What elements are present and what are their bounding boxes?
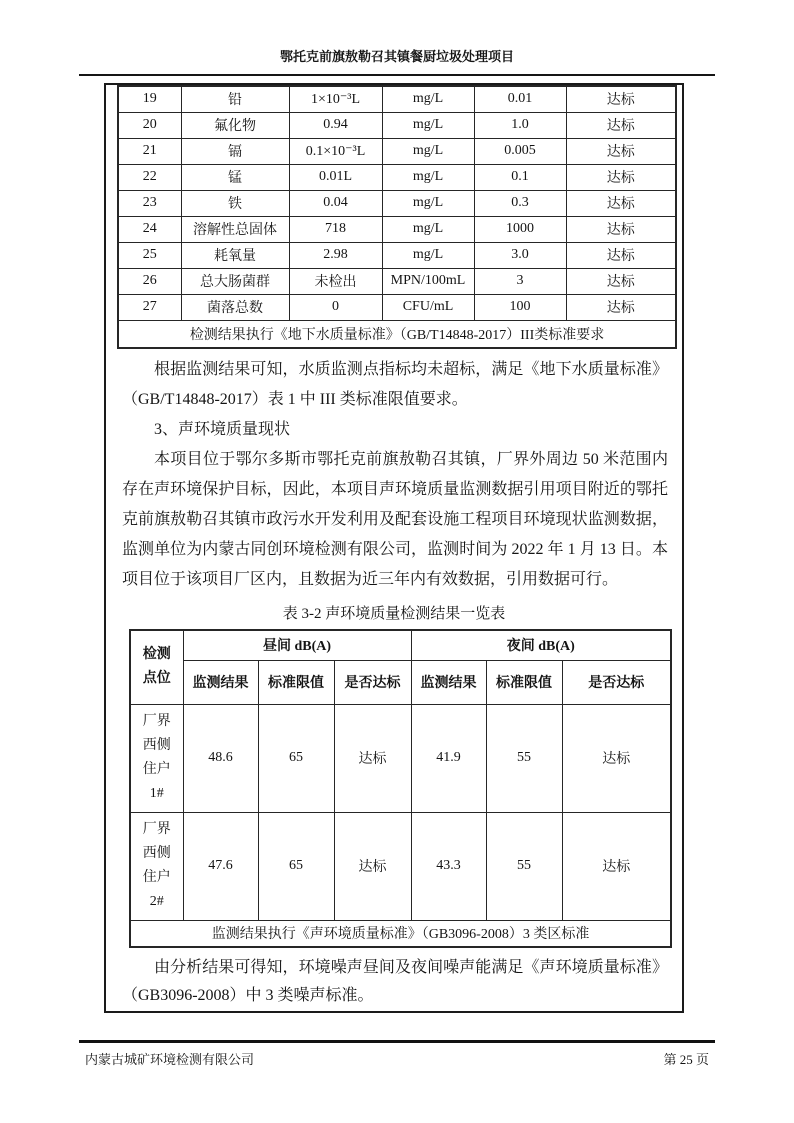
- header-rule: [79, 74, 715, 76]
- cell-no: 20: [118, 112, 181, 138]
- cell-value: 0: [289, 294, 382, 320]
- footer-company: 内蒙古城矿环境检测有限公司: [85, 1052, 255, 1067]
- cell-value: 0.94: [289, 112, 382, 138]
- table-row: [118, 294, 676, 320]
- cell-night-limit: 55: [486, 704, 562, 812]
- cell-limit: 1.0: [474, 112, 566, 138]
- cell-item: 铁: [181, 190, 289, 216]
- cell-item: 锰: [181, 164, 289, 190]
- table-row: [130, 704, 671, 812]
- table-row: [130, 812, 671, 920]
- footer-rule: [79, 1040, 715, 1043]
- table-row: [118, 190, 676, 216]
- table-row: [118, 112, 676, 138]
- header-night-limit: 标准限值: [486, 660, 562, 704]
- cell-no: 26: [118, 268, 181, 294]
- table-row: [118, 164, 676, 190]
- header-day-limit: 标准限值: [258, 660, 334, 704]
- content-frame: [104, 83, 684, 1013]
- cell-limit: 3.0: [474, 242, 566, 268]
- noise-table-caption: 表 3-2 声环境质量检测结果一览表: [282, 606, 506, 622]
- header-day-status: 是否达标: [334, 660, 411, 704]
- cell-item: 氟化物: [181, 112, 289, 138]
- cell-status: 达标: [566, 216, 676, 242]
- cell-item: 总大肠菌群: [181, 268, 289, 294]
- cell-night-status: 达标: [562, 704, 671, 812]
- header-row-sub: [130, 660, 671, 704]
- cell-item: 溶解性总固体: [181, 216, 289, 242]
- cell-unit: MPN/100mL: [382, 268, 474, 294]
- cell-point: 厂界西侧住户1#: [130, 704, 183, 812]
- cell-limit: 0.01: [474, 86, 566, 112]
- groundwater-results-table: [117, 85, 677, 349]
- page-footer: [79, 1049, 715, 1068]
- header-night-group: 夜间 dB(A): [411, 630, 671, 660]
- table-footnote-row: [130, 920, 671, 947]
- cell-point: 厂界西侧住户2#: [130, 812, 183, 920]
- cell-no: 19: [118, 86, 181, 112]
- cell-night-status: 达标: [562, 812, 671, 920]
- table-row: [118, 138, 676, 164]
- header-row-groups: [130, 630, 671, 660]
- cell-limit: 0.1: [474, 164, 566, 190]
- cell-no: 22: [118, 164, 181, 190]
- cell-status: 达标: [566, 164, 676, 190]
- table-row: [118, 216, 676, 242]
- water-table-footnote: 检测结果执行《地下水质量标准》（GB/T14848-2017）III类标准要求: [118, 320, 676, 348]
- paragraph-noise-source: 本项目位于鄂尔多斯市鄂托克前旗敖勒召其镇，厂界外周边 50 米范围内存在声环境保护目标，因此，本项目声环境质量监测数据引用项目附近的鄂托克前旗敖勒召其镇市政污水开发利用及配套设施工程项目环境现状监测数据，监测单位为内蒙古同创环境检测有限公司，监测时间为 2022 年 1 月 13 日。本项目位于该项目厂区内，且数据为近三年内有效数据，引用数据可行。: [122, 451, 668, 588]
- cell-no: 21: [118, 138, 181, 164]
- cell-item: 耗氧量: [181, 242, 289, 268]
- cell-day-result: 48.6: [183, 704, 258, 812]
- cell-unit: mg/L: [382, 242, 474, 268]
- conclusion-text-block: [106, 948, 682, 1010]
- cell-item: 菌落总数: [181, 294, 289, 320]
- cell-day-status: 达标: [334, 812, 411, 920]
- cell-status: 达标: [566, 190, 676, 216]
- table-footnote-row: [118, 320, 676, 348]
- cell-status: 达标: [566, 86, 676, 112]
- noise-table-footnote: 监测结果执行《声环境质量标准》（GB3096-2008）3 类区标准: [130, 920, 671, 947]
- cell-value: 未检出: [289, 268, 382, 294]
- cell-day-result: 47.6: [183, 812, 258, 920]
- cell-unit: mg/L: [382, 216, 474, 242]
- cell-limit: 0.3: [474, 190, 566, 216]
- cell-status: 达标: [566, 268, 676, 294]
- table-row: [118, 242, 676, 268]
- header-night-status: 是否达标: [562, 660, 671, 704]
- cell-day-limit: 65: [258, 704, 334, 812]
- paragraph-noise-conclusion: 由分析结果可得知，环境噪声昼间及夜间噪声能满足《声环境质量标准》（GB3096-2008）中 3 类噪声标准。: [122, 959, 668, 1004]
- paragraph-groundwater-conclusion: 根据监测结果可知，水质监测点指标均未超标，满足《地下水质量标准》（GB/T14848-2017）表 1 中 III 类标准限值要求。: [122, 361, 668, 408]
- cell-value: 0.04: [289, 190, 382, 216]
- cell-no: 23: [118, 190, 181, 216]
- cell-limit: 3: [474, 268, 566, 294]
- cell-no: 27: [118, 294, 181, 320]
- cell-value: 0.1×10⁻³L: [289, 138, 382, 164]
- cell-status: 达标: [566, 138, 676, 164]
- header-night-result: 监测结果: [411, 660, 486, 704]
- cell-limit: 0.005: [474, 138, 566, 164]
- page-header-title: 鄂托克前旗敖勒召其镇餐厨垃圾处理项目: [279, 49, 514, 64]
- cell-status: 达标: [566, 242, 676, 268]
- cell-unit: mg/L: [382, 86, 474, 112]
- table-row: [118, 86, 676, 112]
- cell-limit: 100: [474, 294, 566, 320]
- cell-item: 铅: [181, 86, 289, 112]
- body-text-block: [106, 349, 682, 595]
- section-heading-noise: 3、声环境质量现状: [154, 421, 291, 438]
- cell-item: 镉: [181, 138, 289, 164]
- cell-day-status: 达标: [334, 704, 411, 812]
- table-row: [118, 268, 676, 294]
- footer-page-number: 第 25 页: [663, 1052, 709, 1067]
- noise-results-table: [129, 629, 672, 948]
- header-day-group: 昼间 dB(A): [183, 630, 411, 660]
- cell-no: 24: [118, 216, 181, 242]
- cell-night-result: 41.9: [411, 704, 486, 812]
- cell-unit: CFU/mL: [382, 294, 474, 320]
- cell-night-result: 43.3: [411, 812, 486, 920]
- cell-limit: 1000: [474, 216, 566, 242]
- cell-value: 718: [289, 216, 382, 242]
- cell-value: 2.98: [289, 242, 382, 268]
- cell-day-limit: 65: [258, 812, 334, 920]
- cell-unit: mg/L: [382, 112, 474, 138]
- cell-night-limit: 55: [486, 812, 562, 920]
- cell-status: 达标: [566, 294, 676, 320]
- cell-unit: mg/L: [382, 190, 474, 216]
- cell-value: 1×10⁻³L: [289, 86, 382, 112]
- cell-status: 达标: [566, 112, 676, 138]
- cell-unit: mg/L: [382, 164, 474, 190]
- cell-unit: mg/L: [382, 138, 474, 164]
- header-point: 检测点位: [130, 630, 183, 704]
- cell-no: 25: [118, 242, 181, 268]
- cell-value: 0.01L: [289, 164, 382, 190]
- header-day-result: 监测结果: [183, 660, 258, 704]
